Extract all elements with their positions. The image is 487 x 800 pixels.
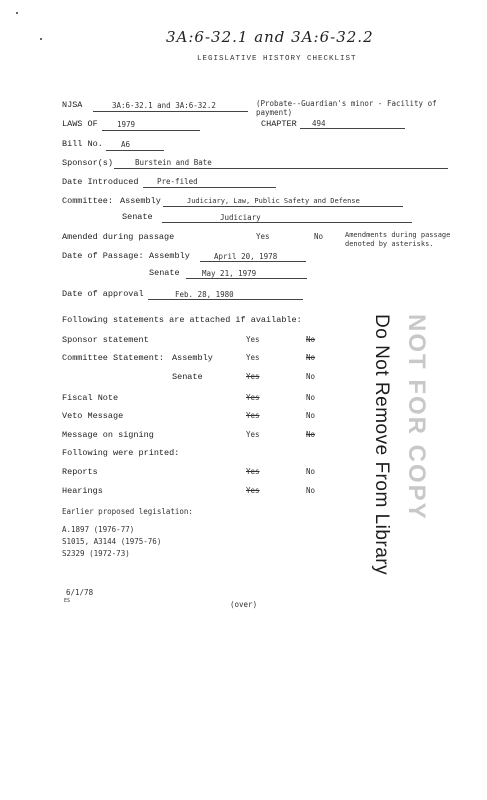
amended-yes: Yes [256, 232, 270, 241]
printed-heading: Following were printed: [62, 448, 180, 458]
laws-of-underline [102, 130, 200, 131]
passage-label: Date of Passage: [62, 251, 144, 261]
earlier-item: S1015, A3144 (1975-76) [62, 537, 162, 546]
statement-label: Sponsor statement [62, 335, 149, 345]
passage-assembly-underline [200, 261, 306, 262]
njsa-value: 3A:6-32.1 and 3A:6-32.2 [112, 101, 216, 110]
laws-of-value: 1979 [117, 120, 136, 129]
statement-sub: Senate [172, 372, 203, 382]
library-stamp [352, 314, 432, 576]
bill-no-value: A6 [121, 140, 131, 149]
printed-no: No [306, 486, 316, 495]
initials: ES [64, 598, 71, 604]
amended-note: Amendments during passage denoted by asterisks. [345, 231, 451, 248]
passage-senate-value: May 21, 1979 [202, 269, 257, 278]
sponsors-value: Burstein and Bate [135, 158, 212, 167]
amended-label: Amended during passage [62, 232, 175, 242]
statement-sub: Assembly [172, 353, 213, 363]
passage-assembly-label: Assembly [149, 251, 190, 261]
njsa-underline [93, 111, 248, 112]
approval-label: Date of approval [62, 289, 144, 299]
statement-label: Veto Message [62, 411, 124, 421]
bill-no-label: Bill No. [62, 139, 103, 149]
statement-no: No [306, 353, 316, 362]
chapter-underline [300, 128, 405, 129]
date-introduced-value: Pre-filed [157, 177, 198, 186]
printed-label: Hearings [62, 486, 103, 496]
passage-senate-label: Senate [149, 268, 180, 278]
senate-underline [162, 222, 412, 223]
printed-yes: Yes [246, 467, 260, 476]
stray-mark [40, 38, 42, 40]
over-note: (over) [230, 600, 258, 609]
assembly-committee: Judiciary, Law, Public Safety and Defense [187, 197, 360, 205]
njsa-label: NJSA [62, 100, 83, 110]
assembly-label: Assembly [120, 196, 161, 206]
statement-no: No [306, 411, 316, 420]
statement-yes: Yes [246, 335, 260, 344]
date-introduced-underline [143, 187, 276, 188]
date-introduced-label: Date Introduced [62, 177, 139, 187]
handwritten-title: 3A:6-32.1 and 3A:6-32.2 [166, 28, 374, 46]
statement-no: No [306, 372, 316, 381]
statement-no: No [306, 335, 316, 344]
description: (Probate--Guardian's minor - Facility of payment) [256, 99, 437, 117]
statement-yes: Yes [246, 393, 260, 402]
bill-no-underline [106, 150, 164, 151]
date-code: 6/1/78 [66, 588, 94, 597]
stray-mark [16, 12, 18, 14]
chapter-value: 494 [312, 119, 326, 128]
statement-label: Fiscal Note [62, 393, 119, 403]
statement-label: Message on signing [62, 430, 154, 440]
page-title: LEGISLATIVE HISTORY CHECKLIST [197, 55, 357, 63]
earlier-item: A.1897 (1976-77) [62, 525, 135, 534]
statement-yes: Yes [246, 411, 260, 420]
senate-label: Senate [122, 212, 153, 222]
statement-no: No [306, 393, 316, 402]
senate-committee: Judiciary [220, 213, 261, 222]
passage-assembly-value: April 20, 1978 [214, 252, 278, 261]
amended-no: No [314, 232, 324, 241]
statement-yes: Yes [246, 430, 260, 439]
statements-heading: Following statements are attached if available: [62, 315, 302, 325]
approval-underline [148, 299, 303, 300]
committee-label: Committee: [62, 196, 114, 206]
statement-yes: Yes [246, 353, 260, 362]
passage-senate-underline [186, 278, 307, 279]
chapter-label: CHAPTER [261, 119, 297, 129]
statement-no: No [306, 430, 316, 439]
printed-no: No [306, 467, 316, 476]
statement-label: Committee Statement: [62, 353, 165, 363]
printed-label: Reports [62, 467, 98, 477]
sponsors-underline [114, 168, 448, 169]
sponsors-label: Sponsor(s) [62, 158, 114, 168]
assembly-underline [163, 206, 403, 207]
laws-of-label: LAWS OF [62, 119, 98, 129]
earlier-heading: Earlier proposed legislation: [62, 507, 193, 516]
printed-yes: Yes [246, 486, 260, 495]
earlier-item: S2329 (1972-73) [62, 549, 130, 558]
stamp-line-dark: Do Not Remove From Library [371, 314, 392, 576]
approval-value: Feb. 28, 1980 [175, 290, 234, 299]
stamp-line-faint: NOT FOR COPY [403, 314, 430, 521]
statement-yes: Yes [246, 372, 260, 381]
